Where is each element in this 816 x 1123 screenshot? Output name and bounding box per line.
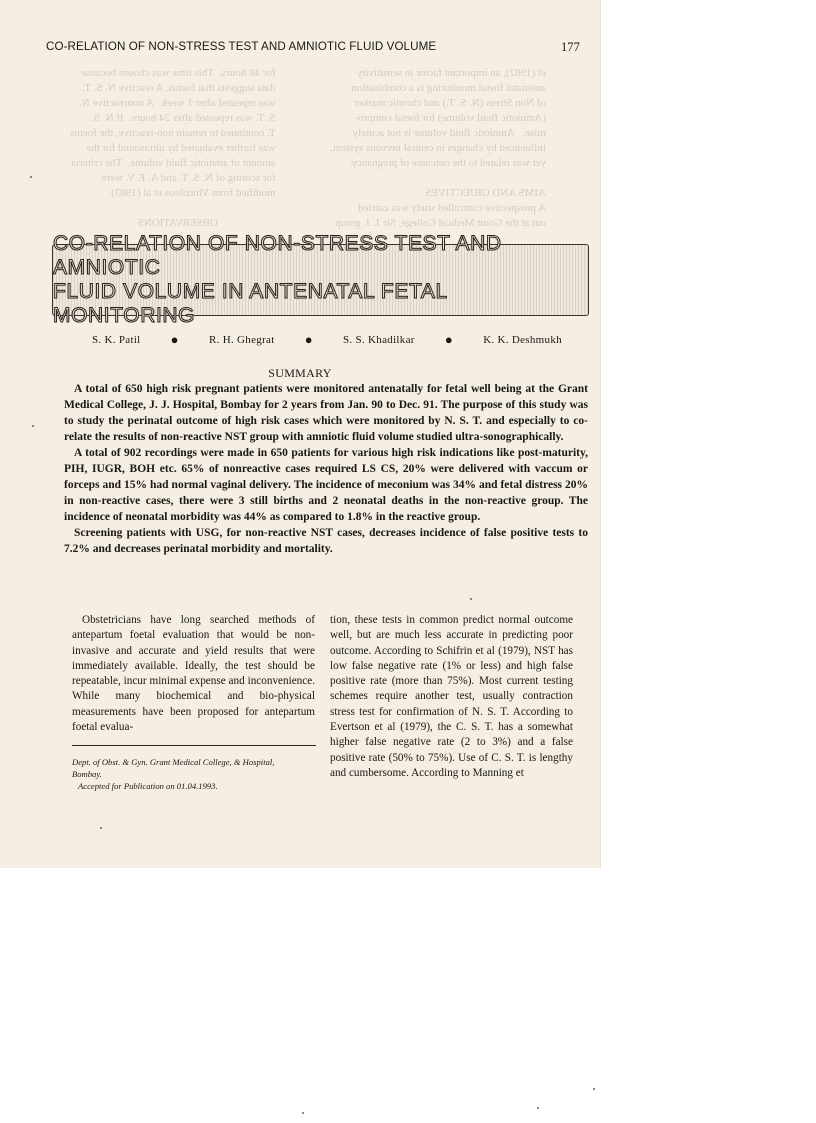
scan-speck bbox=[32, 425, 34, 427]
running-title: CO-RELATION OF NON-STRESS TEST AND AMNIOTIC FLUID VOLUME bbox=[46, 40, 437, 53]
author-name: S. K. Patil bbox=[92, 334, 141, 346]
footnote-affiliation-city: Bombay. bbox=[72, 769, 102, 779]
article-title bbox=[52, 232, 589, 327]
footnote-affiliation: Dept. of Obst. & Gyn. Grant Medical College, & Hospital, bbox=[72, 757, 275, 767]
bullet-separator-icon: ● bbox=[304, 332, 313, 347]
scan-speck bbox=[593, 1088, 595, 1090]
show-through-text-left: el (1982), an important factor in sensitivity antenatal foetal monitoring is a combination of Non Stress (N. S. T.) and chronic marker (Amniotic fluid volume) for foetal compro- mise. Amniotic fluid volume is not acutely influenced by changes in central nervous system, yet was related to the outcome of pregnancy. AIMS AND OBJECTIVES A prospective controlled study was carried out at the Grant Medical College, Sir J. J. group bbox=[330, 67, 546, 229]
footnote-accepted-date: Accepted for Publication on 01.04.1993. bbox=[78, 781, 218, 791]
scan-speck bbox=[100, 827, 102, 829]
scan-speck bbox=[470, 598, 472, 600]
summary-abstract bbox=[64, 381, 588, 557]
page-number: 177 bbox=[560, 40, 580, 54]
scan-speck bbox=[30, 176, 32, 178]
show-through-text-right: for 48 hours. This time was chosen because data suggests that foetus. A reactive N. S. T. was repeated after 1 week. A nonreactive N. S. T. was repeated after 24 hours. If N. S. T. continued to remain non-reactive, the foetus was further evaluated by ultrasound for the amount of amniotic fluid volume. The criteria for scoring of N. S. T. and A. F. V. were modified from Vintzileos et al (1983). OBSERVATIONS bbox=[70, 67, 276, 229]
body-paragraph: tion, these tests in common predict normal outcome well, but are much less accurate in predicting poor outcome. According to Schifrin et al (1979), NST has low false negative rate (1% or less) and high false positive rate (more than 75%). Most current testing schemes require another test, usually contraction stress test for confirmation of N. S. T. According to Evertson et al (1979), the C. S. T. has a somewhat higher false negative rate (2 to 3%) and a false positive rate (50% to 75%). Use of C. S. T. is lengthy and cumbersome. According to Manning et bbox=[330, 614, 573, 779]
body-column-left bbox=[72, 613, 315, 735]
bullet-separator-icon: ● bbox=[170, 332, 179, 347]
body-column-right bbox=[330, 613, 573, 781]
summary-paragraph: A total of 650 high risk pregnant patients were monitored antenatally for fetal well being at the Grant Medical College, J. J. Hospital, Bombay for 2 years from Jan. 90 to Dec. 91. The purpose of this study was to study the perinatal outcome of high risk cases which were monitored by N. S. T. and especially to co-relate the results of non-reactive NST group with amniotic fluid volume studied ultra-sonographically. bbox=[64, 383, 588, 443]
author-list bbox=[92, 332, 562, 348]
running-head bbox=[46, 40, 586, 55]
article-title-line-2: FLUID VOLUME IN ANTENATAL FETAL MONITORING bbox=[53, 280, 447, 327]
body-paragraph: Obstetricians have long searched methods of antepartum foetal evaluation that would be non-invasive and accurate and yield results that were immediately available. Ideally, the test should be repeatable, incur minimal expense and inconvenience. While many biochemical and bio-physical measurements have been proposed for antepartum foetal evalua- bbox=[72, 614, 315, 734]
author-name: K. K. Deshmukh bbox=[483, 334, 562, 346]
author-name: S. S. Khadilkar bbox=[343, 334, 415, 346]
author-name: R. H. Ghegrat bbox=[208, 334, 275, 346]
footnote-divider bbox=[72, 745, 316, 746]
footnote bbox=[72, 756, 318, 792]
summary-heading: SUMMARY bbox=[268, 366, 332, 380]
bullet-separator-icon: ● bbox=[444, 332, 454, 347]
scan-speck bbox=[302, 1112, 304, 1114]
article-title-line-1: CO-RELATION OF NON-STRESS TEST AND AMNIOTIC bbox=[53, 232, 502, 279]
summary-paragraph: A total of 902 recordings were made in 650 patients for various high risk indications like post-maturity, PIH, IUGR, BOH etc. 65% of nonreactive cases required LS CS, 20% were delivered with vaccum or forceps and 15% had normal vaginal delivery. The incidence of meconium was 34% and fetal distress 20% in non-reactive cases, there were 3 still births and 2 neonatal deaths in the non-reactive group. The incidence of neonatal morbidity was 44% as compared to 1.8% in the reactive group. bbox=[64, 447, 588, 523]
summary-paragraph: Screening patients with USG, for non-reactive NST cases, decreases incidence of false positive tests to 7.2% and decreases perinatal morbidity and mortality. bbox=[64, 527, 588, 555]
scan-speck bbox=[537, 1107, 539, 1109]
